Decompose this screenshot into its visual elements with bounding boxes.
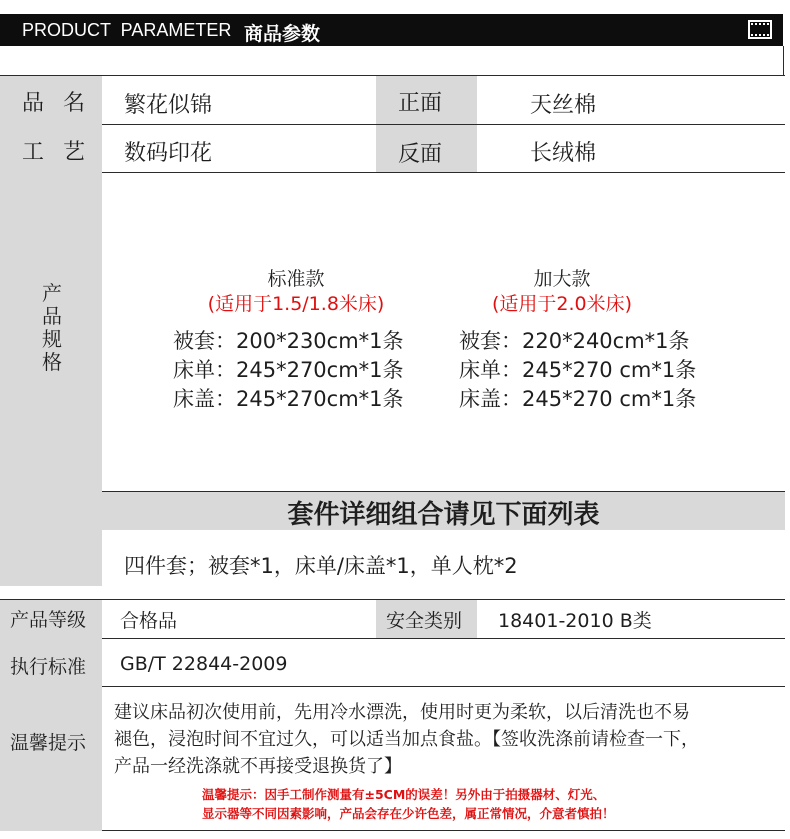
exec-standard-label: 执行标准	[10, 656, 87, 678]
divider	[102, 491, 785, 492]
divider	[783, 46, 784, 75]
divider	[0, 75, 785, 76]
exec-standard-value: GB/T 22844-2009	[120, 653, 288, 675]
lower-gray-column	[0, 600, 102, 831]
safety-label: 安全类别	[386, 610, 463, 632]
back-value: 长绒棉	[530, 141, 597, 166]
front-label: 正面	[398, 91, 443, 116]
large-item: 被套：220*240cm*1条	[459, 329, 690, 353]
divider	[102, 124, 785, 125]
divider	[102, 638, 785, 639]
large-list	[459, 327, 696, 414]
name-label: 品 名	[22, 91, 91, 116]
specs-label: 产品规格	[42, 281, 62, 374]
tips-body	[114, 699, 778, 780]
divider	[102, 830, 785, 831]
front-value: 天丝棉	[530, 93, 597, 118]
standard-item: 床单：245*270cm*1条	[173, 358, 404, 382]
name-value: 繁花似锦	[124, 93, 213, 118]
standard-item: 被套：200*230cm*1条	[173, 329, 404, 353]
tips-note-line: 显示器等不同因素影响，产品会存在少许色差，属正常情况，介意者慎拍！	[202, 806, 615, 821]
divider	[102, 172, 785, 173]
craft-label: 工 艺	[22, 140, 91, 165]
large-title: 加大款	[533, 268, 591, 290]
standard-title: 标准款	[267, 268, 325, 290]
safety-value: 18401-2010 B类	[498, 610, 652, 632]
film-icon	[748, 20, 772, 39]
tips-note	[202, 785, 615, 823]
back-label: 反面	[398, 142, 443, 167]
tips-line: 产品一经洗涤就不再接受退换货了】	[114, 756, 402, 777]
set-detail-heading: 套件详细组合请见下面列表	[287, 500, 600, 530]
tips-label: 温馨提示	[10, 732, 87, 754]
grade-label: 产品等级	[10, 609, 87, 631]
divider	[0, 599, 785, 600]
set-detail-content: 四件套；被套*1，床单/床盖*1，单人枕*2	[124, 554, 518, 578]
tips-line: 建议床品初次使用前，先用冷水漂洗，使用时更为柔软，以后清洗也不易	[114, 702, 690, 723]
header-title-en: PRODUCT PARAMETER	[22, 20, 232, 40]
standard-item: 床盖：245*270cm*1条	[173, 387, 404, 411]
large-item: 床单：245*270 cm*1条	[459, 358, 697, 382]
tips-note-line: 温馨提示：因手工制作测量有±5CM的误差！另外由于拍摄器材、灯光、	[202, 787, 606, 802]
tips-line: 褪色，浸泡时间不宜过久，可以适当加点食盐。【签收洗涤前请检查一下，	[114, 729, 699, 750]
divider	[102, 686, 785, 687]
craft-value: 数码印花	[124, 141, 213, 166]
large-item: 床盖：245*270 cm*1条	[459, 387, 697, 411]
large-note: (适用于2.0米床)	[491, 293, 633, 315]
standard-note: (适用于1.5/1.8米床)	[207, 293, 385, 315]
standard-list	[173, 327, 404, 414]
grade-value: 合格品	[120, 610, 178, 632]
header-title-cn: 商品参数	[244, 23, 321, 45]
